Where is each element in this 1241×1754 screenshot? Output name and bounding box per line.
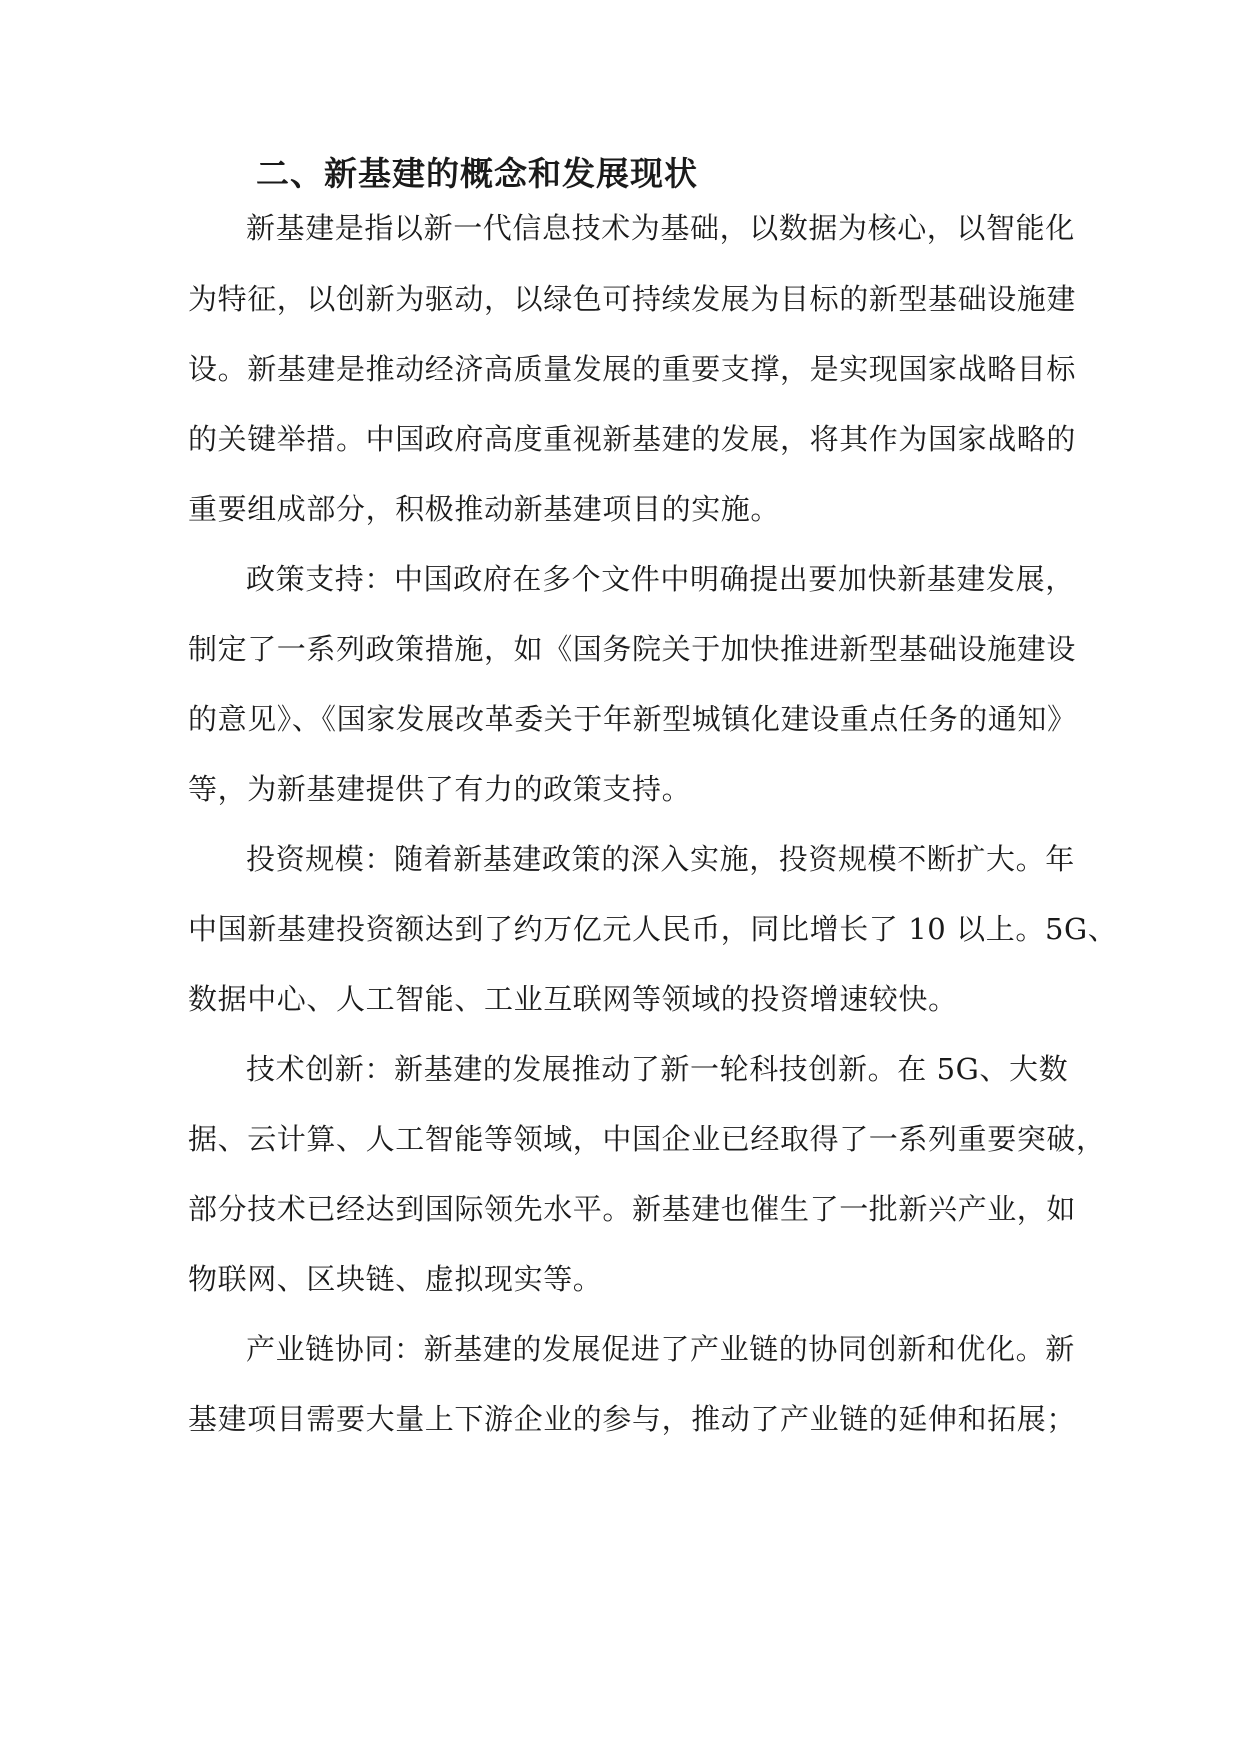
paragraph-line: 产业链协同：新基建的发展促进了产业链的协同创新和优化。新 xyxy=(246,1332,1075,1366)
paragraph-line: 物联网、区块链、虚拟现实等。 xyxy=(188,1262,603,1296)
paragraph-line: 新基建是指以新一代信息技术为基础，以数据为核心，以智能化 xyxy=(246,211,1075,245)
paragraph-line: 基建项目需要大量上下游企业的参与，推动了产业链的延伸和拓展； xyxy=(188,1402,1077,1436)
paragraph-line: 为特征，以创新为驱动，以绿色可持续发展为目标的新型基础设施建 xyxy=(188,282,1077,316)
paragraph-line: 的意见》、《国家发展改革委关于年新型城镇化建设重点任务的通知》 xyxy=(188,702,1077,736)
paragraph-line: 政策支持：中国政府在多个文件中明确提出要加快新基建发展， xyxy=(246,562,1075,596)
paragraph-line: 制定了一系列政策措施，如《国务院关于加快推进新型基础设施建设 xyxy=(188,632,1077,666)
paragraph-line: 数据中心、人工智能、工业互联网等领域的投资增速较快。 xyxy=(188,982,958,1016)
paragraph-line: 技术创新：新基建的发展推动了新一轮科技创新。在 5G、大数 xyxy=(246,1052,1069,1086)
paragraph-line: 据、云计算、人工智能等领域，中国企业已经取得了一系列重要突破， xyxy=(188,1122,1106,1156)
paragraph-line: 部分技术已经达到国际领先水平。新基建也催生了一批新兴产业，如 xyxy=(188,1192,1077,1226)
paragraph-line: 中国新基建投资额达到了约万亿元人民币，同比增长了 10 以上。5G、 xyxy=(188,912,1118,946)
paragraph-line: 设。新基建是推动经济高质量发展的重要支撑，是实现国家战略目标 xyxy=(188,352,1077,386)
paragraph-line: 等，为新基建提供了有力的政策支持。 xyxy=(188,772,692,806)
paragraph-line: 的关键举措。中国政府高度重视新基建的发展，将其作为国家战略的 xyxy=(188,422,1077,456)
paragraph-line: 重要组成部分，积极推动新基建项目的实施。 xyxy=(188,492,781,526)
section-heading: 二、新基建的概念和发展现状 xyxy=(256,154,698,193)
paragraph-line: 投资规模：随着新基建政策的深入实施，投资规模不断扩大。年 xyxy=(246,842,1075,876)
